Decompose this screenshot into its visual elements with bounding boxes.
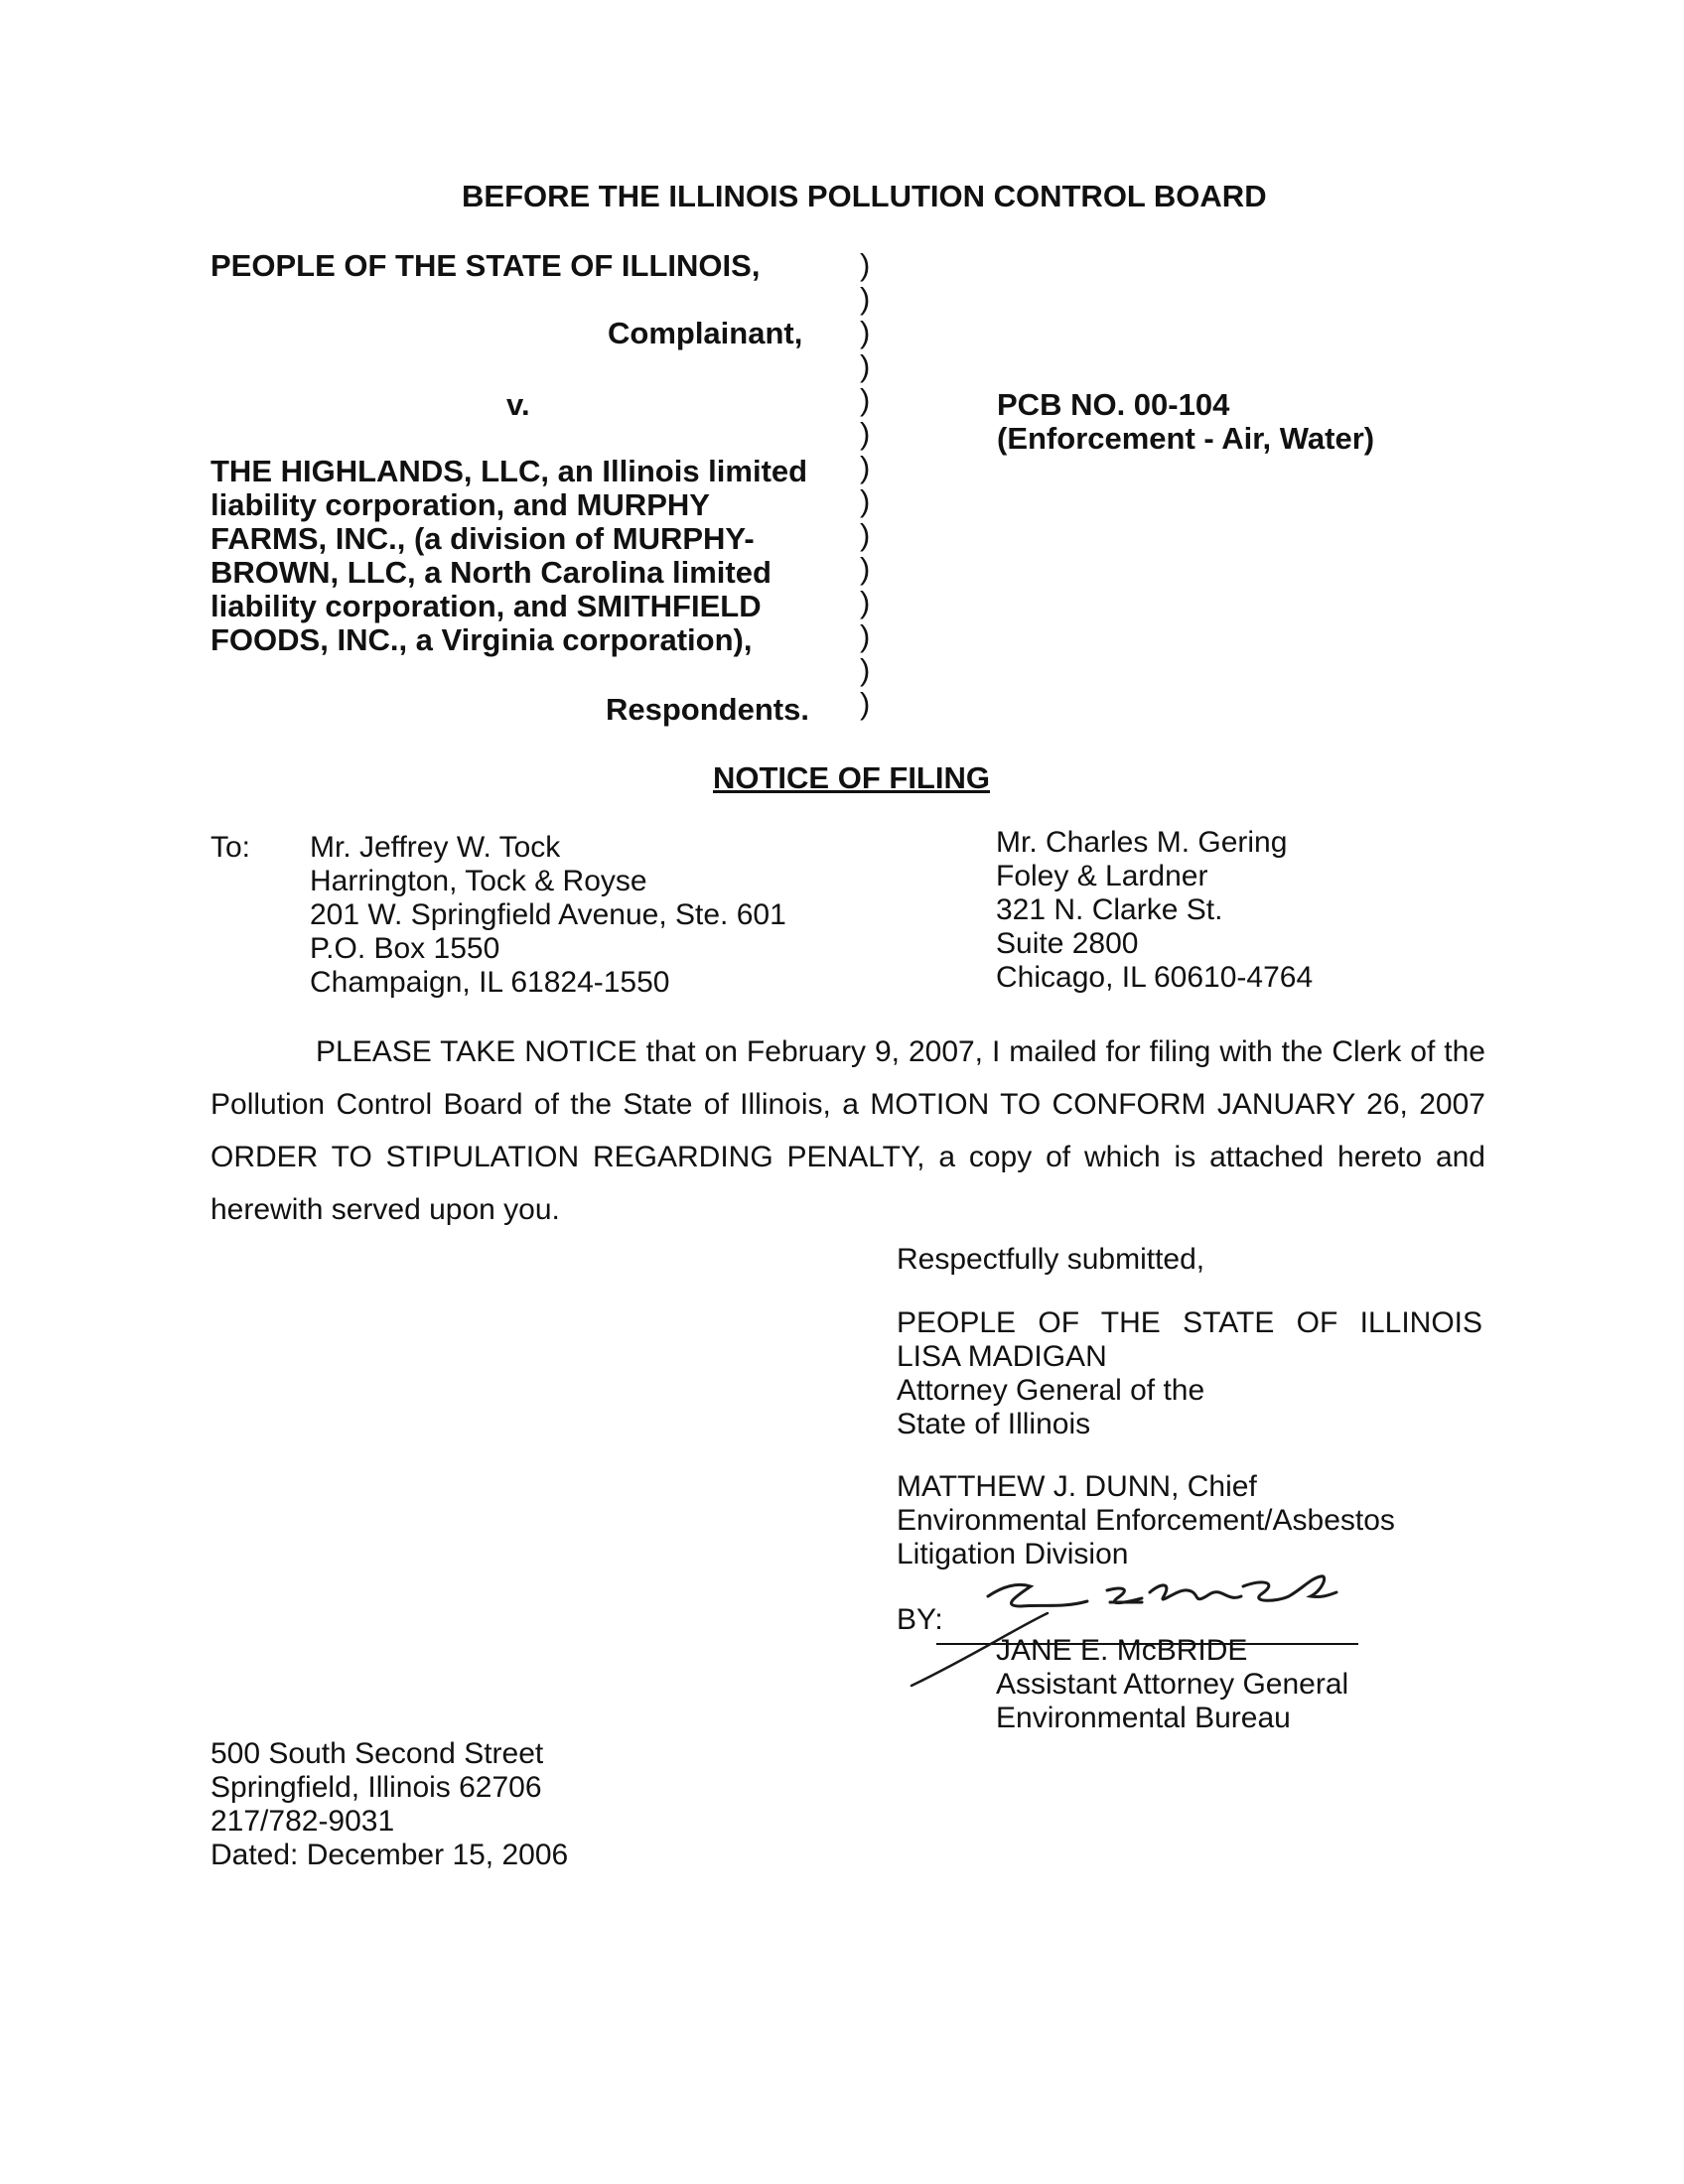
- recipient-line: Foley & Lardner: [996, 860, 1208, 892]
- signature-line: MATTHEW J. DUNN, Chief: [897, 1470, 1257, 1503]
- caption-paren: ): [860, 450, 871, 484]
- signature-line: PEOPLE OF THE STATE OF ILLINOIS: [897, 1306, 1482, 1339]
- respondent-line: BROWN, LLC, a North Carolina limited: [210, 555, 772, 590]
- signer-details: [996, 1634, 1348, 1735]
- caption-paren: ): [860, 348, 871, 383]
- respondent-line: liability corporation, and MURPHY: [210, 487, 710, 522]
- recipient-line: Chicago, IL 60610-4764: [996, 961, 1314, 994]
- respondent-line: liability corporation, and SMITHFIELD: [210, 589, 762, 623]
- recipient-line: Mr. Jeffrey W. Tock: [310, 831, 561, 864]
- notice-body-paragraph: PLEASE TAKE NOTICE that on February 9, 2007, I mailed for filing with the Clerk of the Pollution Control Board of the State of Illinois, a MOTION TO CONFORM JANUARY 26, 2007 ORDER TO STIPULATION REGARDING PENALTY, a copy of which is attached hereto and herewith served upon you.: [210, 1035, 1485, 1226]
- caption-paren: ): [860, 247, 871, 282]
- caption-paren: ): [860, 382, 871, 417]
- caption-paren: ): [860, 281, 871, 316]
- caption-paren: ): [860, 551, 871, 586]
- signature-block-office: [897, 1306, 1482, 1441]
- recipient-line: P.O. Box 1550: [310, 932, 500, 965]
- recipient-address-1: [310, 831, 786, 1000]
- signature-line: Environmental Enforcement/Asbestos: [897, 1504, 1395, 1537]
- address-line: Springfield, Illinois 62706: [210, 1771, 542, 1804]
- recipient-line: 321 N. Clarke St.: [996, 893, 1223, 926]
- caption-paren: ): [860, 517, 871, 552]
- board-heading: BEFORE THE ILLINOIS POLLUTION CONTROL BOARD: [462, 179, 1267, 213]
- case-type: (Enforcement - Air, Water): [997, 421, 1375, 456]
- closing-text: Respectfully submitted,: [897, 1243, 1205, 1276]
- recipient-line: 201 W. Springfield Avenue, Ste. 601: [310, 898, 786, 931]
- caption-paren: ): [860, 652, 871, 687]
- complainant-name: PEOPLE OF THE STATE OF ILLINOIS,: [210, 248, 761, 283]
- signer-line: JANE E. McBRIDE: [996, 1634, 1248, 1667]
- signature-line: Attorney General of the: [897, 1374, 1205, 1407]
- address-line: Dated: December 15, 2006: [210, 1839, 569, 1871]
- caption-paren: ): [860, 416, 871, 451]
- signature-line: LISA MADIGAN: [897, 1340, 1107, 1373]
- recipient-line: Champaign, IL 61824-1550: [310, 966, 670, 999]
- recipient-line: Mr. Charles M. Gering: [996, 826, 1288, 859]
- notice-title: NOTICE OF FILING: [713, 760, 990, 795]
- signer-line: Environmental Bureau: [996, 1702, 1291, 1734]
- signer-line: Assistant Attorney General: [996, 1668, 1349, 1701]
- caption-paren: ): [860, 686, 871, 721]
- versus-label: v.: [506, 387, 530, 422]
- respondent-line: THE HIGHLANDS, LLC, an Illinois limited: [210, 454, 808, 488]
- case-number: PCB NO. 00-104: [997, 387, 1230, 422]
- caption-paren: ): [860, 618, 871, 653]
- respondent-label: Respondents.: [606, 692, 809, 727]
- complainant-label: Complainant,: [608, 316, 803, 350]
- address-line: 217/782-9031: [210, 1805, 395, 1838]
- caption-paren: ): [860, 315, 871, 349]
- caption-paren-column: [860, 248, 870, 721]
- by-label: BY:: [897, 1603, 943, 1636]
- respondent-line: FARMS, INC., (a division of MURPHY-: [210, 521, 755, 556]
- respondent-line: FOODS, INC., a Virginia corporation),: [210, 622, 753, 657]
- to-label: To:: [210, 831, 251, 864]
- address-line: 500 South Second Street: [210, 1737, 544, 1770]
- recipient-address-2: [996, 826, 1313, 995]
- sender-address: [210, 1737, 568, 1872]
- recipient-line: Harrington, Tock & Royse: [310, 865, 647, 897]
- recipient-line: Suite 2800: [996, 927, 1139, 960]
- signature-line: Litigation Division: [897, 1538, 1129, 1570]
- caption-paren: ): [860, 585, 871, 619]
- respondent-description: [210, 455, 807, 657]
- signature-block-division: [897, 1470, 1395, 1571]
- signature-line: State of Illinois: [897, 1408, 1091, 1440]
- caption-paren: ): [860, 483, 871, 518]
